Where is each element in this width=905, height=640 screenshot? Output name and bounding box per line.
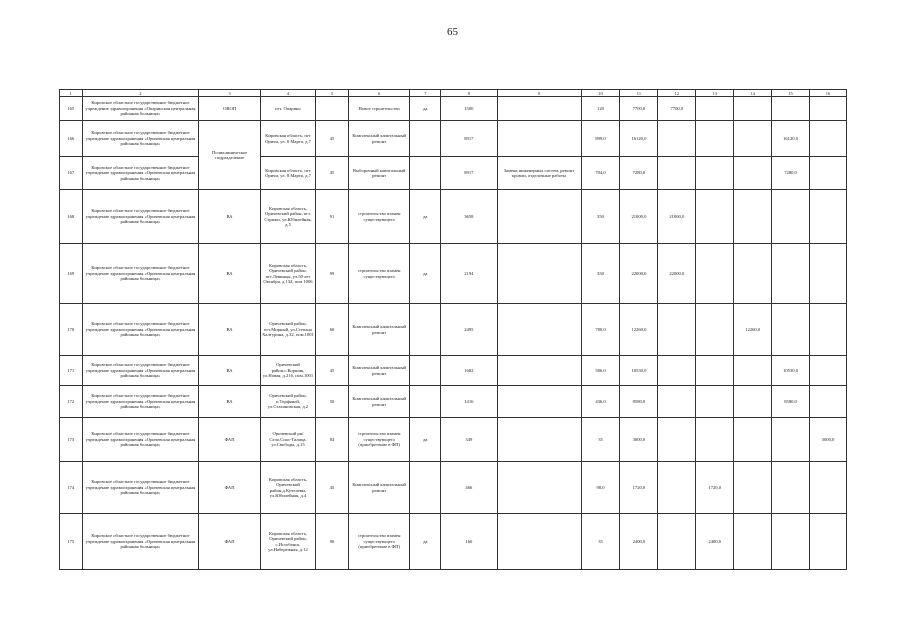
work-type: строительство взамен существующего: [348, 244, 409, 304]
row-number: 171: [60, 356, 83, 386]
area: 45: [316, 121, 349, 157]
value-13: [696, 356, 734, 386]
table-row: [60, 304, 847, 356]
value-12: [658, 304, 696, 356]
cost-value: 1416: [441, 386, 497, 418]
note: [497, 244, 581, 304]
value-14: [734, 97, 772, 121]
header-cell: 11: [620, 90, 658, 97]
organization: Кировское областное государственное бюджетное учреждение здравоохранения «Опаринская центральная районная больница»: [82, 97, 199, 121]
address: Кировская область, Оричевский район,д.Кучелевы, ул.Юбилейная, д.4: [260, 462, 315, 514]
value-10: 899,0: [581, 121, 620, 157]
organization: Кировское областное государственное бюджетное учреждение здравоохранения «Оричевская центральная районная больница»: [82, 121, 199, 157]
area: 99: [316, 244, 349, 304]
organization: Кировское областное государственное бюджетное учреждение здравоохранения «Оричевская центральная районная больница»: [82, 304, 199, 356]
header-cell: 15: [772, 90, 810, 97]
area: 45: [316, 462, 349, 514]
value-14: [734, 244, 772, 304]
table-row: [60, 157, 847, 190]
value-14: [734, 462, 772, 514]
work-type: строительство взамен существующего (приобретение в ФП): [348, 514, 409, 570]
merged-unit-cell: Поликлиническое подразделение: [199, 121, 260, 190]
value-13: [696, 157, 734, 190]
value-13: [696, 190, 734, 244]
value-16: [810, 121, 847, 157]
area: [316, 97, 349, 121]
value-13: 2400,0: [696, 514, 734, 570]
value-10: 780,0: [581, 304, 620, 356]
organization: Кировское областное государственное бюджетное учреждение здравоохранения «Оричевская центральная районная больница»: [82, 462, 199, 514]
work-type: Комплексный капитальный ремонт: [348, 304, 409, 356]
note: [497, 190, 581, 244]
table-row: [60, 356, 847, 386]
cost-value: 466: [441, 462, 497, 514]
value-10: 350: [581, 244, 620, 304]
value-14: [734, 121, 772, 157]
value-13: 1720,0: [696, 462, 734, 514]
row-number: 168: [60, 190, 83, 244]
row-number: 165: [60, 97, 83, 121]
value-12: [658, 157, 696, 190]
data-table: [59, 89, 847, 570]
address: пгт. Опарино: [260, 97, 315, 121]
note: [497, 386, 581, 418]
value-15: [772, 462, 810, 514]
flag: да: [410, 190, 441, 244]
header-cell: 14: [734, 90, 772, 97]
value-15: 16120,0: [772, 121, 810, 157]
organization: Кировское областное государственное бюджетное учреждение здравоохранения «Оричевская центральная районная больница»: [82, 386, 199, 418]
cost-value: 8917: [441, 157, 497, 190]
organization: Кировское областное государственное бюджетное учреждение здравоохранения «Оричевская центральная районная больница»: [82, 190, 199, 244]
value-15: [772, 514, 810, 570]
value-13: [696, 244, 734, 304]
work-type: Комплексный капитальный ремонт: [348, 462, 409, 514]
row-number: 172: [60, 386, 83, 418]
work-type: Комплексный капитальный ремонт: [348, 121, 409, 157]
header-cell: 10: [581, 90, 620, 97]
area: 90: [316, 514, 349, 570]
area: 60: [316, 304, 349, 356]
value-14: [734, 514, 772, 570]
address: Кировская область, Оричевский район, с.Истобенск, ул.Набережная, д.12: [260, 514, 315, 570]
value-11: 3000,0: [620, 418, 658, 462]
value-16: [810, 244, 847, 304]
header-cell: 5: [316, 90, 349, 97]
flag: да: [410, 244, 441, 304]
table-row: [60, 190, 847, 244]
cost-value: 3658: [441, 190, 497, 244]
table-row: [60, 121, 847, 157]
cost-value: 2194: [441, 244, 497, 304]
note: Замена инженерных систем, ремонт кровли, отделочные работы: [497, 157, 581, 190]
work-type: строительство взамен существующего (приобретение в ФП): [348, 418, 409, 462]
value-12: [658, 462, 696, 514]
note: [497, 121, 581, 157]
unit-type: ФАП: [199, 418, 260, 462]
value-16: [810, 97, 847, 121]
header-cell: 1: [60, 90, 83, 97]
cost-value: 8917: [441, 121, 497, 157]
value-11: 16120,0: [620, 121, 658, 157]
work-type: Новое строительство: [348, 97, 409, 121]
value-10: 586,0: [581, 356, 620, 386]
flag: [410, 304, 441, 356]
value-15: [772, 244, 810, 304]
row-number: 175: [60, 514, 83, 570]
unit-type: ВА: [199, 304, 260, 356]
value-15: 7280,0: [772, 157, 810, 190]
header-cell: 8: [441, 90, 497, 97]
page-number: 65: [447, 26, 458, 38]
value-11: 10530,0: [620, 356, 658, 386]
value-14: [734, 157, 772, 190]
value-16: [810, 304, 847, 356]
header-cell: 4: [260, 90, 315, 97]
value-14: 12260,0: [734, 304, 772, 356]
flag: [410, 462, 441, 514]
value-16: [810, 157, 847, 190]
header-cell: 12: [658, 90, 696, 97]
header-cell: 3: [199, 90, 260, 97]
flag: [410, 386, 441, 418]
unit-type: ФАП: [199, 514, 260, 570]
value-10: 35: [581, 514, 620, 570]
value-11: 2400,0: [620, 514, 658, 570]
area: 50: [316, 386, 349, 418]
address: Оричевский рн/Село,Спас-Талица, ул.Свободы, д.15: [260, 418, 315, 462]
cost-value: 160: [441, 514, 497, 570]
organization: Кировское областное государственное бюджетное учреждение здравоохранения «Оричевская центральная районная больница»: [82, 157, 199, 190]
header-cell: 7: [410, 90, 441, 97]
unit-type: ВА: [199, 356, 260, 386]
area: 45: [316, 157, 349, 190]
value-10: 120: [581, 97, 620, 121]
note: [497, 462, 581, 514]
value-10: 98,0: [581, 462, 620, 514]
value-14: [734, 190, 772, 244]
value-10: 35: [581, 418, 620, 462]
unit-type: ВА: [199, 244, 260, 304]
area: 84: [316, 418, 349, 462]
value-11: 1720,0: [620, 462, 658, 514]
area: 45: [316, 356, 349, 386]
value-12: 21000,0: [658, 190, 696, 244]
unit-type: ОВОП: [199, 97, 260, 121]
value-16: [810, 514, 847, 570]
address: Оричевский район,с.Коршик, ул.Новая, д.216, пом.1001: [260, 356, 315, 386]
value-11: 7700,0: [620, 97, 658, 121]
value-14: [734, 418, 772, 462]
cost-value: 1500: [441, 97, 497, 121]
value-12: [658, 121, 696, 157]
value-13: [696, 121, 734, 157]
note: [497, 304, 581, 356]
value-12: [658, 514, 696, 570]
value-11: 12260,0: [620, 304, 658, 356]
cost-value: 1682: [441, 356, 497, 386]
header-cell: 6: [348, 90, 409, 97]
value-13: [696, 418, 734, 462]
value-13: [696, 386, 734, 418]
value-15: 10530,0: [772, 356, 810, 386]
value-10: 436,0: [581, 386, 620, 418]
value-11: 22000,0: [620, 244, 658, 304]
work-type: Комплексный капитальный ремонт: [348, 386, 409, 418]
address: Кировская область, пгт Оричи, ул. 8 Марта, д.7: [260, 121, 315, 157]
value-15: [772, 190, 810, 244]
value-12: 7700,0: [658, 97, 696, 121]
value-12: [658, 356, 696, 386]
flag: да: [410, 418, 441, 462]
address: Кировская область, пгт Оричи, ул. 8 Марта, д.7: [260, 157, 315, 190]
cost-value: 349: [441, 418, 497, 462]
organization: Кировское областное государственное бюджетное учреждение здравоохранения «Оричевская центральная районная больница»: [82, 418, 199, 462]
organization: Кировское областное государственное бюджетное учреждение здравоохранения «Оричевская центральная районная больница»: [82, 244, 199, 304]
work-type: Комплексный капитальный ремонт: [348, 356, 409, 386]
value-13: [696, 97, 734, 121]
flag: да: [410, 97, 441, 121]
value-15: 8580,0: [772, 386, 810, 418]
table-row: [60, 244, 847, 304]
header-row: [60, 90, 847, 97]
area: 91: [316, 190, 349, 244]
header-cell: 13: [696, 90, 734, 97]
organization: Кировское областное государственное бюджетное учреждение здравоохранения «Оричевская центральная районная больница»: [82, 356, 199, 386]
value-16: 3000,0: [810, 418, 847, 462]
unit-type: ВА: [199, 190, 260, 244]
value-14: [734, 386, 772, 418]
work-type: строительство взамен существующего: [348, 190, 409, 244]
row-number: 173: [60, 418, 83, 462]
value-12: [658, 386, 696, 418]
unit-type: ВА: [199, 386, 260, 418]
cost-value: 2495: [441, 304, 497, 356]
value-16: [810, 386, 847, 418]
header-cell: 2: [82, 90, 199, 97]
value-11: 21000,0: [620, 190, 658, 244]
table-row: [60, 514, 847, 570]
value-10: 704,0: [581, 157, 620, 190]
header-cell: 9: [497, 90, 581, 97]
note: [497, 97, 581, 121]
organization: Кировское областное государственное бюджетное учреждение здравоохранения «Оричевская центральная районная больница»: [82, 514, 199, 570]
value-15: [772, 97, 810, 121]
address: Оричевский район, п.Торфяной, ул.Стахановская, д.2: [260, 386, 315, 418]
value-12: 22000,0: [658, 244, 696, 304]
address: Кировская область, Оричевский район, пгт.Левинцы, ул.50 лет Октября, д.132, пом 1006: [260, 244, 315, 304]
note: [497, 514, 581, 570]
row-number: 174: [60, 462, 83, 514]
value-13: [696, 304, 734, 356]
note: [497, 418, 581, 462]
table-row: [60, 418, 847, 462]
value-10: 350: [581, 190, 620, 244]
work-type: Выборочный капитальный ремонт: [348, 157, 409, 190]
row-number: 170: [60, 304, 83, 356]
row-number: 166: [60, 121, 83, 157]
flag: [410, 356, 441, 386]
row-number: 167: [60, 157, 83, 190]
unit-type: ФАП: [199, 462, 260, 514]
note: [497, 356, 581, 386]
table-row: [60, 386, 847, 418]
value-16: [810, 190, 847, 244]
value-11: 7280,0: [620, 157, 658, 190]
table-row: [60, 97, 847, 121]
value-15: [772, 304, 810, 356]
row-number: 169: [60, 244, 83, 304]
value-11: 8580,0: [620, 386, 658, 418]
value-12: [658, 418, 696, 462]
value-15: [772, 418, 810, 462]
flag: да: [410, 514, 441, 570]
flag: [410, 121, 441, 157]
value-14: [734, 356, 772, 386]
value-16: [810, 462, 847, 514]
flag: [410, 157, 441, 190]
address: Кировская область, Оричевский район, пгт. Стрижи, ул.Юбилейная, д.5: [260, 190, 315, 244]
address: Оричевский район, пгт.Мирный, ул.Степана Халтурина, д.32, пом.1001: [260, 304, 315, 356]
table-row: [60, 462, 847, 514]
value-16: [810, 356, 847, 386]
header-cell: 16: [810, 90, 847, 97]
